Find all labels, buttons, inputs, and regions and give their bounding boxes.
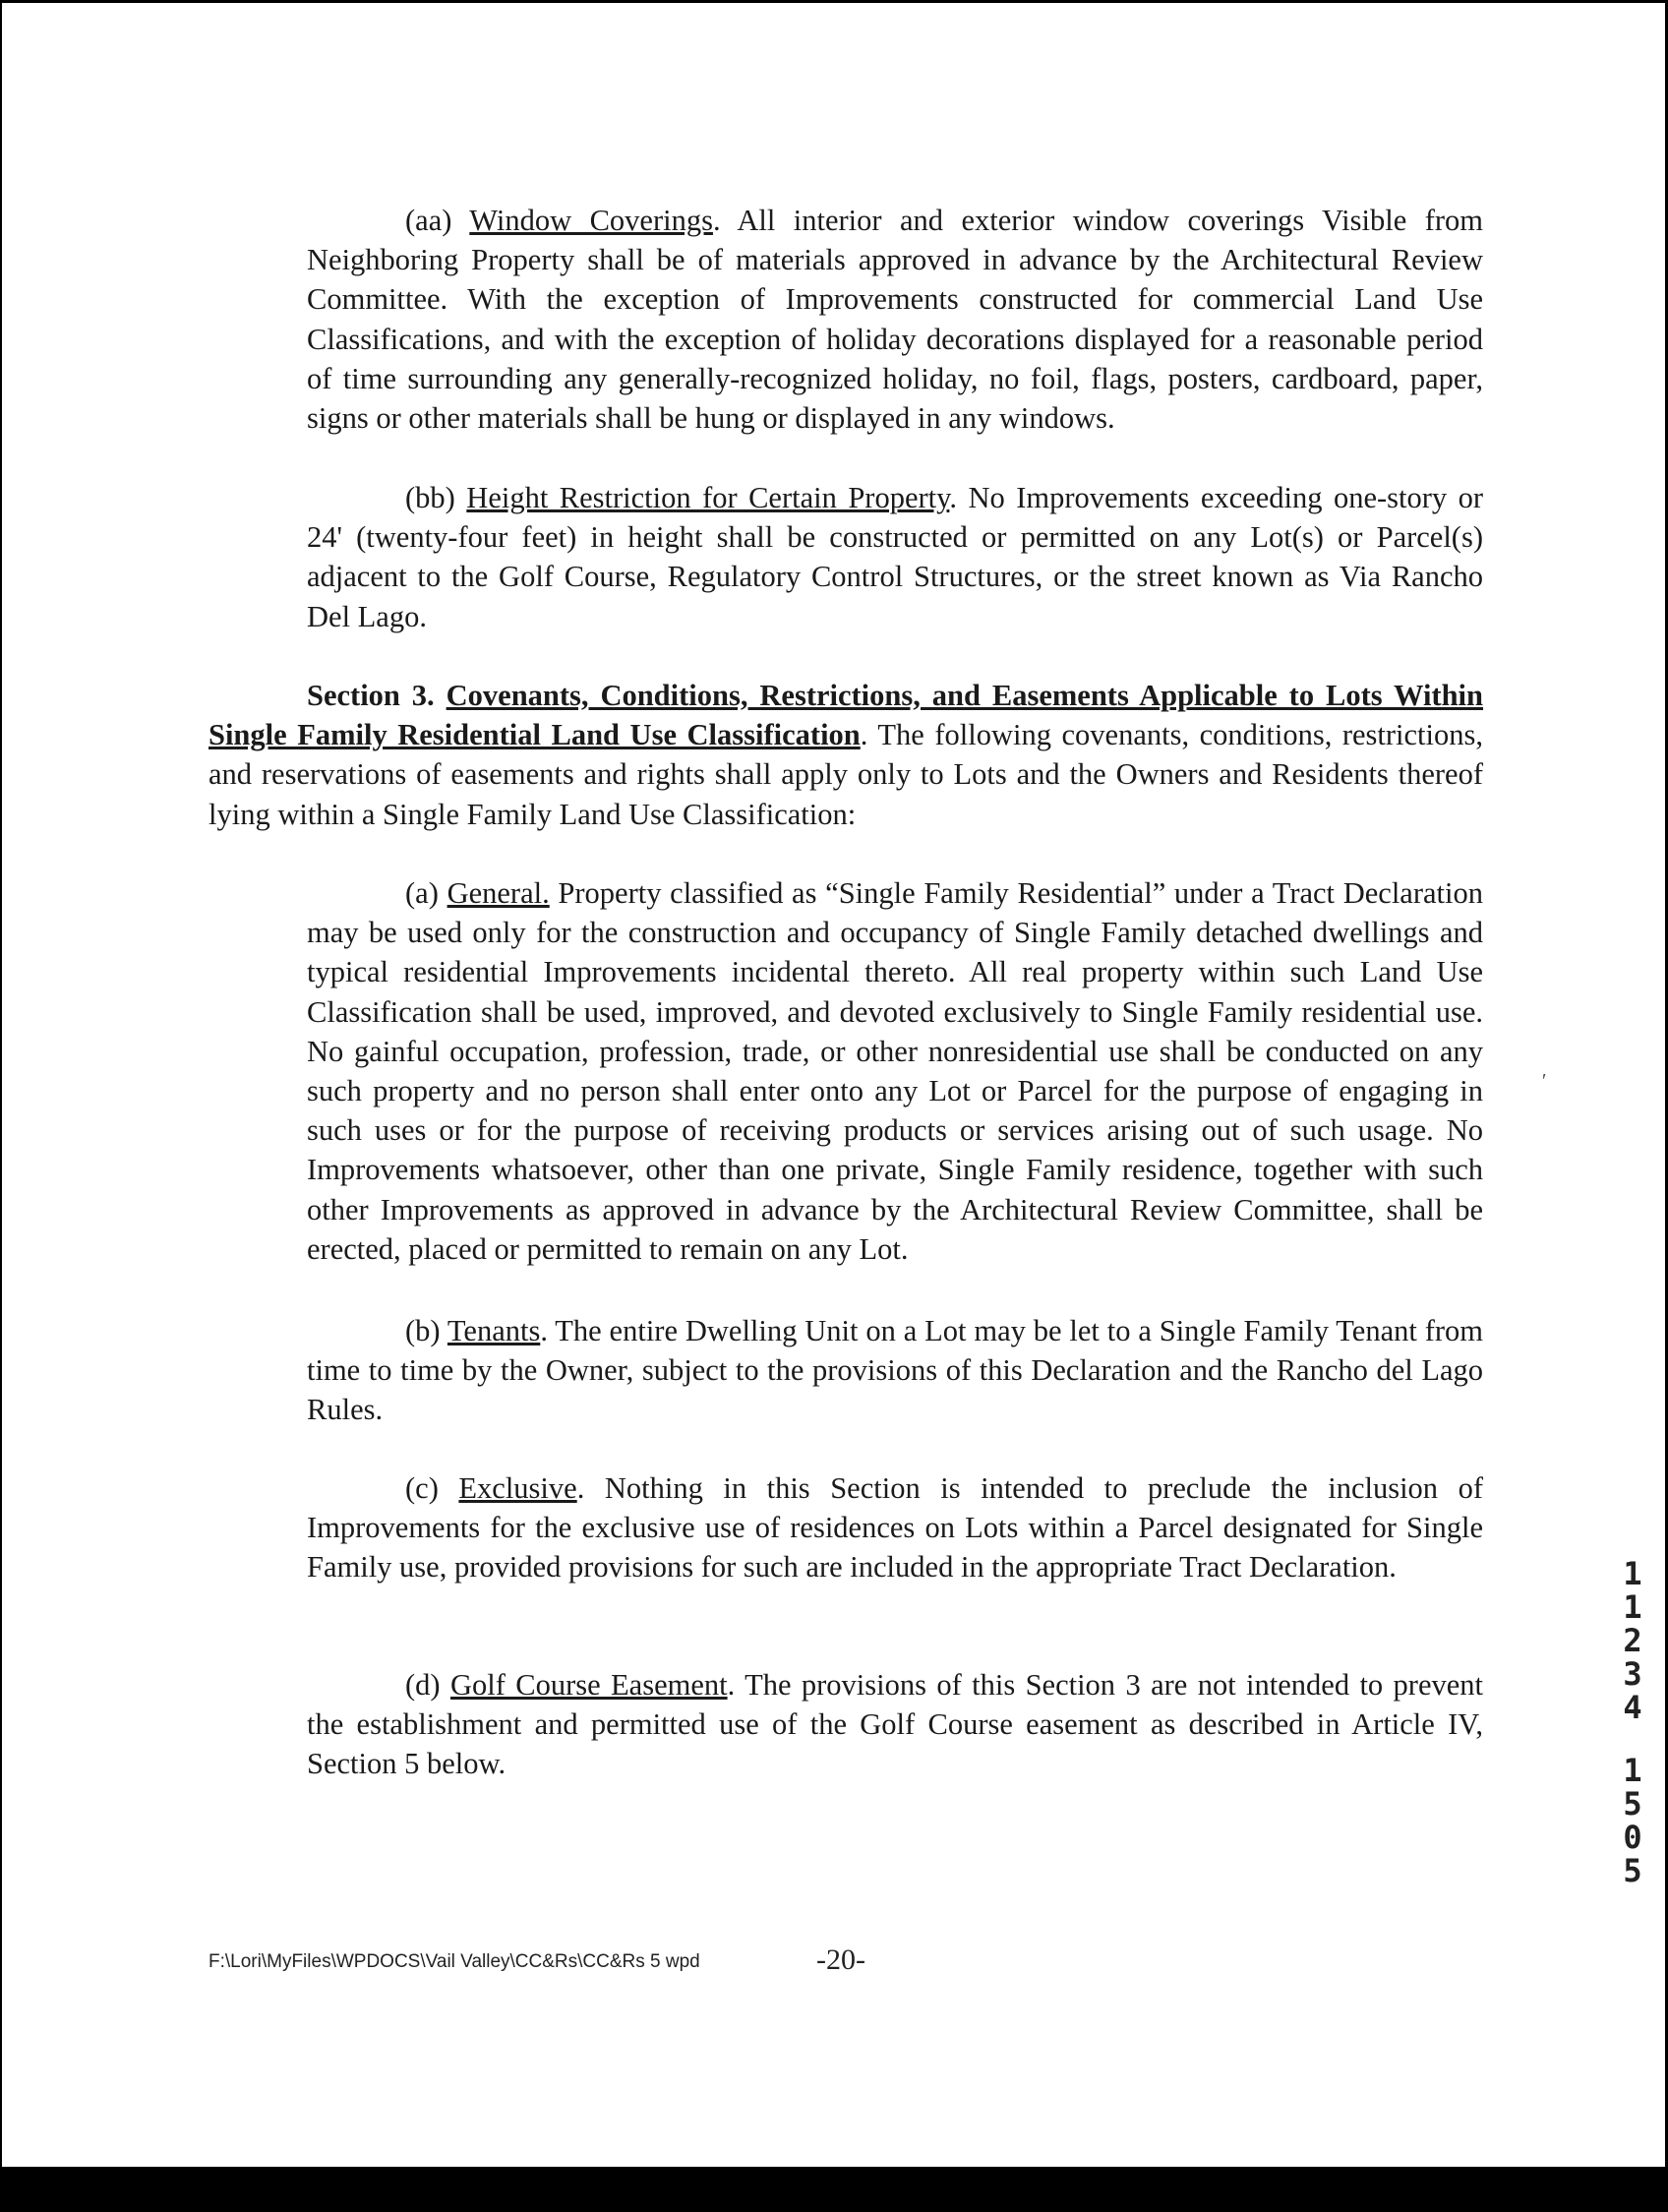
paragraph-c-text: . Nothing in this Section is intended to preclude the inclusion of Improvements for the exclusive use of residences on Lots within a Parcel designated for Single Family use, provided provisions for such are included in the appropriate Tract Declaration. xyxy=(307,1471,1483,1584)
stamp-digit: 5 xyxy=(1623,1785,1642,1823)
paragraph-c-label: (c) xyxy=(405,1471,439,1505)
paragraph-a-text: Property classified as “Single Family Residential” under a Tract Declaration may be used only for the construction and occupancy of Single Family detached dwellings and typical residential Improvements incidental thereto. All real property within such Land Use Classification shall be used, improved, and devoted exclusively to Single Family residential use. No gainful occupation, profession, trade, or other nonresidential use shall be conducted on any such property and no person shall enter onto any Lot or Parcel for the purpose of engaging in such uses or for the purpose of receiving products or services arising out of such usage. No Improvements whatsoever, other than one private, Single Family residence, together with such other Improvements as approved in advance by the Architectural Review Committee, shall be erected, placed or permitted to remain on any Lot. xyxy=(307,876,1483,1266)
paragraph-a-label: (a) xyxy=(405,876,439,910)
paragraph-b xyxy=(307,1311,1483,1430)
paragraph-b-label: (b) xyxy=(405,1314,441,1347)
section-3-label: Section 3. xyxy=(307,679,435,712)
scan-border-left xyxy=(0,0,2,2212)
paragraph-bb xyxy=(307,478,1483,636)
stamp-digit: 4 xyxy=(1623,1689,1642,1726)
paragraph-aa xyxy=(307,201,1483,438)
section-3-heading: Covenants, Conditions, Restrictions, and Easements Applicable to Lots Within Single Family Residential Land Use Classification xyxy=(208,679,1483,752)
paragraph-d xyxy=(307,1665,1483,1784)
stamp-digit: 1 xyxy=(1623,1588,1642,1626)
paragraph-d-text: . The provisions of this Section 3 are not intended to prevent the establishment and permitted use of the Golf Course easement as described in Article IV, Section 5 below. xyxy=(307,1668,1484,1781)
paragraph-bb-heading: Height Restriction for Certain Property xyxy=(466,481,950,514)
stamp-digit: 0 xyxy=(1623,1819,1642,1856)
paragraph-bb-text: . No Improvements exceeding one-story or 24' (twenty-four feet) in height shall be constructed or permitted on any Lot(s) or Parcel(s) adjacent to the Golf Course, Regulatory Control Structures, or the street known as Via Rancho Del Lago. xyxy=(307,481,1483,633)
scan-border-top xyxy=(0,0,1668,3)
scan-mark: ′ xyxy=(1542,1070,1547,1092)
paragraph-c-heading: Exclusive xyxy=(458,1471,577,1505)
stamp-digit: 5 xyxy=(1623,1852,1642,1889)
stamp-digit: 1 xyxy=(1623,1752,1642,1789)
paragraph-a xyxy=(307,873,1483,1269)
section-3-text: . The following covenants, conditions, restrictions, and reservations of easements and rights shall apply only to Lots and the Owners and Residents thereof lying within a Single Family Land Use Classification: xyxy=(208,718,1484,831)
paragraph-c xyxy=(307,1468,1483,1587)
paragraph-aa-heading: Window Coverings xyxy=(469,204,713,237)
footer-file-path: F:\Lori\MyFiles\WPDOCS\Vail Valley\CC&Rs\CC&Rs 5 wpd xyxy=(208,1951,700,1972)
paragraph-d-label: (d) xyxy=(405,1668,441,1702)
stamp-digit: 3 xyxy=(1623,1655,1642,1693)
stamp-digit: 2 xyxy=(1623,1622,1642,1659)
paragraph-a-heading: General. xyxy=(447,876,550,910)
stamp-digit: 1 xyxy=(1623,1555,1642,1592)
paragraph-d-heading: Golf Course Easement xyxy=(449,1668,728,1702)
paragraph-b-text: . The entire Dwelling Unit on a Lot may be let to a Single Family Tenant from time to time by the Owner, subject to the provisions of this Declaration and the Rancho del Lago Rules. xyxy=(307,1314,1484,1427)
recording-stamp-page xyxy=(1613,1754,1652,1887)
scan-border-bottom xyxy=(0,2167,1668,2212)
paragraph-bb-label: (bb) xyxy=(405,481,455,514)
paragraph-aa-label: (aa) xyxy=(405,204,452,237)
recording-stamp-book xyxy=(1613,1557,1652,1724)
paragraph-aa-text: . All interior and exterior window coverings Visible from Neighboring Property shall be of materials approved in advance by the Architectural Review Committee. With the exception of Improvements constructed for commercial Land Use Classifications, and with the exception of holiday decorations displayed for a reasonable period of time surrounding any generally-recognized holiday, no foil, flags, posters, cardboard, paper, signs or other materials shall be hung or displayed in any windows. xyxy=(307,204,1483,436)
paragraph-b-heading: Tenants xyxy=(447,1314,541,1347)
page-number: -20- xyxy=(816,1943,865,1976)
section-3 xyxy=(208,676,1483,834)
